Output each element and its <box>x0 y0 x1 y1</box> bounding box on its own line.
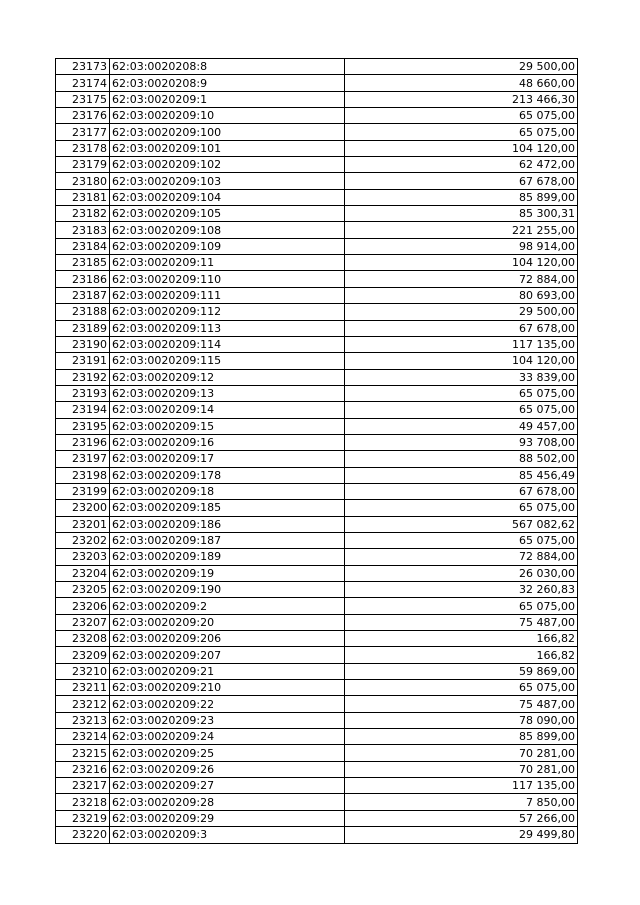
cadastral-value-cell: 213 466,30 <box>345 91 578 107</box>
cadastral-number-cell: 62:03:0020209:112 <box>110 304 345 320</box>
table-row <box>56 565 578 581</box>
table-row <box>56 500 578 516</box>
cadastral-value-cell: 93 708,00 <box>345 434 578 450</box>
row-number-cell: 23213 <box>56 712 110 728</box>
table-row <box>56 516 578 532</box>
cadastral-number-cell: 62:03:0020209:115 <box>110 353 345 369</box>
cadastral-number-cell: 62:03:0020209:28 <box>110 794 345 810</box>
cadastral-number-cell: 62:03:0020209:109 <box>110 238 345 254</box>
row-number-cell: 23183 <box>56 222 110 238</box>
cadastral-number-cell: 62:03:0020209:189 <box>110 549 345 565</box>
cadastral-number-cell: 62:03:0020209:15 <box>110 418 345 434</box>
row-number-cell: 23178 <box>56 140 110 156</box>
table-row <box>56 663 578 679</box>
cadastral-number-cell: 62:03:0020209:1 <box>110 91 345 107</box>
table-row <box>56 385 578 401</box>
cadastral-number-cell: 62:03:0020209:103 <box>110 173 345 189</box>
cadastral-value-cell: 29 500,00 <box>345 59 578 75</box>
cadastral-value-cell: 26 030,00 <box>345 565 578 581</box>
table-row <box>56 238 578 254</box>
row-number-cell: 23191 <box>56 353 110 369</box>
cadastral-number-cell: 62:03:0020209:11 <box>110 255 345 271</box>
table-body <box>56 59 578 844</box>
cadastral-number-cell: 62:03:0020209:19 <box>110 565 345 581</box>
cadastral-value-cell: 65 075,00 <box>345 532 578 548</box>
cadastral-value-cell: 72 884,00 <box>345 549 578 565</box>
row-number-cell: 23175 <box>56 91 110 107</box>
cadastral-value-cell: 80 693,00 <box>345 287 578 303</box>
row-number-cell: 23197 <box>56 451 110 467</box>
cadastral-number-cell: 62:03:0020209:105 <box>110 206 345 222</box>
row-number-cell: 23188 <box>56 304 110 320</box>
cadastral-number-cell: 62:03:0020209:25 <box>110 745 345 761</box>
cadastral-value-cell: 65 075,00 <box>345 385 578 401</box>
cadastral-value-cell: 65 075,00 <box>345 500 578 516</box>
cadastral-value-cell: 567 082,62 <box>345 516 578 532</box>
cadastral-value-cell: 166,82 <box>345 631 578 647</box>
table-row <box>56 631 578 647</box>
cadastral-value-cell: 117 135,00 <box>345 778 578 794</box>
table-row <box>56 271 578 287</box>
cadastral-value-cell: 65 075,00 <box>345 124 578 140</box>
cadastral-value-cell: 78 090,00 <box>345 712 578 728</box>
row-number-cell: 23208 <box>56 631 110 647</box>
row-number-cell: 23186 <box>56 271 110 287</box>
cadastral-number-cell: 62:03:0020209:102 <box>110 157 345 173</box>
table-row <box>56 582 578 598</box>
cadastral-value-cell: 7 850,00 <box>345 794 578 810</box>
cadastral-number-cell: 62:03:0020209:21 <box>110 663 345 679</box>
cadastral-number-cell: 62:03:0020209:190 <box>110 582 345 598</box>
cadastral-number-cell: 62:03:0020209:18 <box>110 483 345 499</box>
cadastral-number-cell: 62:03:0020209:17 <box>110 451 345 467</box>
cadastral-value-cell: 88 502,00 <box>345 451 578 467</box>
row-number-cell: 23210 <box>56 663 110 679</box>
table-row <box>56 745 578 761</box>
row-number-cell: 23194 <box>56 402 110 418</box>
cadastral-value-cell: 104 120,00 <box>345 353 578 369</box>
table-row <box>56 304 578 320</box>
row-number-cell: 23214 <box>56 729 110 745</box>
cadastral-value-cell: 72 884,00 <box>345 271 578 287</box>
cadastral-value-cell: 221 255,00 <box>345 222 578 238</box>
row-number-cell: 23174 <box>56 75 110 91</box>
cadastral-value-cell: 57 266,00 <box>345 810 578 826</box>
cadastral-number-cell: 62:03:0020209:101 <box>110 140 345 156</box>
row-number-cell: 23173 <box>56 59 110 75</box>
cadastral-number-cell: 62:03:0020209:114 <box>110 336 345 352</box>
cadastral-number-cell: 62:03:0020209:108 <box>110 222 345 238</box>
cadastral-value-cell: 67 678,00 <box>345 320 578 336</box>
table-row <box>56 794 578 810</box>
cadastral-number-cell: 62:03:0020209:207 <box>110 647 345 663</box>
table-row <box>56 451 578 467</box>
cadastral-number-cell: 62:03:0020209:186 <box>110 516 345 532</box>
table-row <box>56 549 578 565</box>
table-row <box>56 647 578 663</box>
cadastral-number-cell: 62:03:0020209:13 <box>110 385 345 401</box>
cadastral-value-cell: 48 660,00 <box>345 75 578 91</box>
table-row <box>56 434 578 450</box>
table-row <box>56 157 578 173</box>
table-row <box>56 729 578 745</box>
cadastral-number-cell: 62:03:0020209:2 <box>110 598 345 614</box>
table-row <box>56 91 578 107</box>
cadastral-value-cell: 65 075,00 <box>345 598 578 614</box>
cadastral-value-cell: 59 869,00 <box>345 663 578 679</box>
cadastral-number-cell: 62:03:0020209:29 <box>110 810 345 826</box>
cadastral-value-cell: 75 487,00 <box>345 696 578 712</box>
row-number-cell: 23202 <box>56 532 110 548</box>
cadastral-number-cell: 62:03:0020209:104 <box>110 189 345 205</box>
cadastral-number-cell: 62:03:0020209:185 <box>110 500 345 516</box>
table-row <box>56 680 578 696</box>
row-number-cell: 23211 <box>56 680 110 696</box>
row-number-cell: 23185 <box>56 255 110 271</box>
cadastral-number-cell: 62:03:0020209:187 <box>110 532 345 548</box>
cadastral-value-cell: 65 075,00 <box>345 402 578 418</box>
row-number-cell: 23205 <box>56 582 110 598</box>
cadastral-number-cell: 62:03:0020209:14 <box>110 402 345 418</box>
table-row <box>56 140 578 156</box>
table-row <box>56 827 578 843</box>
cadastral-number-cell: 62:03:0020209:23 <box>110 712 345 728</box>
row-number-cell: 23176 <box>56 108 110 124</box>
row-number-cell: 23182 <box>56 206 110 222</box>
row-number-cell: 23203 <box>56 549 110 565</box>
table-row <box>56 75 578 91</box>
row-number-cell: 23209 <box>56 647 110 663</box>
cadastral-value-cell: 85 899,00 <box>345 189 578 205</box>
cadastral-value-cell: 65 075,00 <box>345 680 578 696</box>
cadastral-number-cell: 62:03:0020209:26 <box>110 761 345 777</box>
table-row <box>56 222 578 238</box>
table-row <box>56 173 578 189</box>
cadastral-number-cell: 62:03:0020209:206 <box>110 631 345 647</box>
row-number-cell: 23190 <box>56 336 110 352</box>
table-row <box>56 483 578 499</box>
table-row <box>56 532 578 548</box>
table-row <box>56 810 578 826</box>
cadastral-number-cell: 62:03:0020209:16 <box>110 434 345 450</box>
table-row <box>56 761 578 777</box>
cadastral-number-cell: 62:03:0020209:12 <box>110 369 345 385</box>
row-number-cell: 23180 <box>56 173 110 189</box>
cadastral-value-cell: 98 914,00 <box>345 238 578 254</box>
table-row <box>56 369 578 385</box>
cadastral-value-cell: 29 500,00 <box>345 304 578 320</box>
cadastral-number-cell: 62:03:0020209:24 <box>110 729 345 745</box>
table-row <box>56 320 578 336</box>
cadastral-value-cell: 117 135,00 <box>345 336 578 352</box>
row-number-cell: 23207 <box>56 614 110 630</box>
table-row <box>56 353 578 369</box>
cadastral-number-cell: 62:03:0020209:20 <box>110 614 345 630</box>
row-number-cell: 23192 <box>56 369 110 385</box>
table-row <box>56 696 578 712</box>
cadastral-number-cell: 62:03:0020209:3 <box>110 827 345 843</box>
cadastral-value-cell: 32 260,83 <box>345 582 578 598</box>
row-number-cell: 23195 <box>56 418 110 434</box>
cadastral-number-cell: 62:03:0020209:113 <box>110 320 345 336</box>
table-row <box>56 778 578 794</box>
cadastral-number-cell: 62:03:0020208:9 <box>110 75 345 91</box>
row-number-cell: 23177 <box>56 124 110 140</box>
row-number-cell: 23219 <box>56 810 110 826</box>
table-row <box>56 124 578 140</box>
table-row <box>56 614 578 630</box>
row-number-cell: 23200 <box>56 500 110 516</box>
cadastral-value-cell: 33 839,00 <box>345 369 578 385</box>
row-number-cell: 23181 <box>56 189 110 205</box>
row-number-cell: 23198 <box>56 467 110 483</box>
row-number-cell: 23189 <box>56 320 110 336</box>
cadastral-value-cell: 104 120,00 <box>345 140 578 156</box>
cadastral-value-cell: 166,82 <box>345 647 578 663</box>
row-number-cell: 23215 <box>56 745 110 761</box>
cadastral-number-cell: 62:03:0020209:27 <box>110 778 345 794</box>
table-row <box>56 189 578 205</box>
row-number-cell: 23212 <box>56 696 110 712</box>
cadastral-number-cell: 62:03:0020209:22 <box>110 696 345 712</box>
cadastral-number-cell: 62:03:0020209:178 <box>110 467 345 483</box>
table-row <box>56 418 578 434</box>
row-number-cell: 23184 <box>56 238 110 254</box>
row-number-cell: 23187 <box>56 287 110 303</box>
cadastral-value-cell: 67 678,00 <box>345 483 578 499</box>
cadastral-value-cell: 104 120,00 <box>345 255 578 271</box>
cadastral-number-cell: 62:03:0020209:10 <box>110 108 345 124</box>
cadastral-number-cell: 62:03:0020208:8 <box>110 59 345 75</box>
cadastral-value-cell: 70 281,00 <box>345 761 578 777</box>
table-row <box>56 255 578 271</box>
row-number-cell: 23199 <box>56 483 110 499</box>
row-number-cell: 23201 <box>56 516 110 532</box>
cadastral-value-cell: 85 456,49 <box>345 467 578 483</box>
cadastral-value-cell: 85 899,00 <box>345 729 578 745</box>
row-number-cell: 23217 <box>56 778 110 794</box>
row-number-cell: 23204 <box>56 565 110 581</box>
row-number-cell: 23206 <box>56 598 110 614</box>
table-row <box>56 402 578 418</box>
row-number-cell: 23196 <box>56 434 110 450</box>
table-row <box>56 59 578 75</box>
cadastral-value-cell: 70 281,00 <box>345 745 578 761</box>
cadastral-number-cell: 62:03:0020209:100 <box>110 124 345 140</box>
cadastral-value-cell: 85 300,31 <box>345 206 578 222</box>
row-number-cell: 23218 <box>56 794 110 810</box>
cadastral-number-cell: 62:03:0020209:210 <box>110 680 345 696</box>
table-row <box>56 467 578 483</box>
cadastral-value-table <box>55 58 578 844</box>
table-row <box>56 598 578 614</box>
table-row <box>56 712 578 728</box>
table-row <box>56 336 578 352</box>
cadastral-value-cell: 65 075,00 <box>345 108 578 124</box>
table-row <box>56 108 578 124</box>
row-number-cell: 23220 <box>56 827 110 843</box>
cadastral-value-cell: 75 487,00 <box>345 614 578 630</box>
cadastral-number-cell: 62:03:0020209:111 <box>110 287 345 303</box>
table-row <box>56 206 578 222</box>
cadastral-value-cell: 67 678,00 <box>345 173 578 189</box>
cadastral-value-cell: 49 457,00 <box>345 418 578 434</box>
row-number-cell: 23193 <box>56 385 110 401</box>
cadastral-value-cell: 29 499,80 <box>345 827 578 843</box>
table-row <box>56 287 578 303</box>
row-number-cell: 23179 <box>56 157 110 173</box>
cadastral-number-cell: 62:03:0020209:110 <box>110 271 345 287</box>
cadastral-value-cell: 62 472,00 <box>345 157 578 173</box>
row-number-cell: 23216 <box>56 761 110 777</box>
